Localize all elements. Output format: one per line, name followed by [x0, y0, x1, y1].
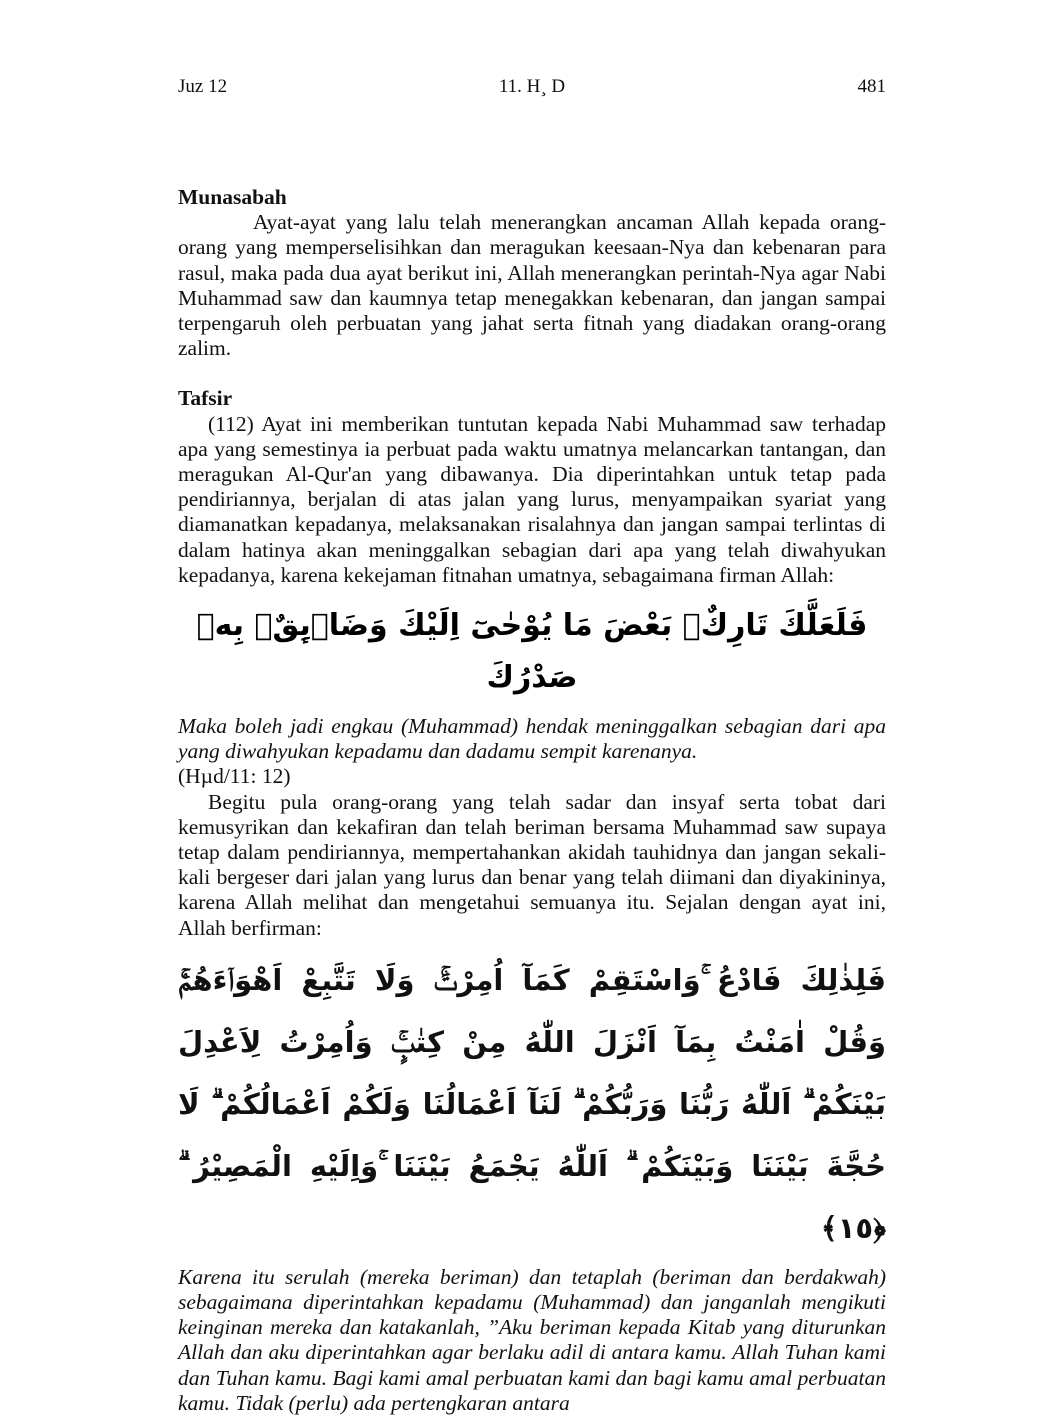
surah-label: 11. H¸ D	[498, 76, 566, 97]
page-body	[178, 185, 886, 1416]
tafsir-paragraph-1: (112) Ayat ini memberikan tuntutan kepada Nabi Muhammad saw terhadap apa yang semestinya ia perbuat pada waktu umatnya melancarkan tantangan, dan meragukan Al-Qur'an yang dibawanya. Dia diperintahkan untuk tetap pada pendiriannya, berjalan di atas jalan yang lurus, menyampaikan syariat yang diamanatkan kepadanya, melaksanakan risalahnya dan jangan sampai terlintas di dalam hatinya akan meninggalkan sebagian dari apa yang telah diwahyukan kepadanya, karena kekejaman fitnahan umatnya, sebagaimana firman Allah:	[178, 411, 886, 587]
munasabah-paragraph: Ayat-ayat yang lalu telah menerangkan ancaman Allah kepada orang-orang yang memperselisihkan dan meragukan keesaan-Nya dan kebenaran para rasul, maka pada dua ayat berikut ini, Allah menerangkan perintah-Nya agar Nabi Muhammad saw dan kaumnya tetap menegakkan kebenaran, dan jangan sampai terpengaruh oleh perbuatan yang jahat serta fitnah yang diadakan orang-orang zalim.	[178, 210, 886, 361]
arabic-verse-2: فَلِذٰلِكَ فَادْعُ ۚوَاسْتَقِمْ كَمَآ اُمِرْتَۚ وَلَا تَتَّبِعْ اَهْوَاۤءَهُمْۚ وَقُلْ اٰمَنْتُ بِمَآ اَنْزَلَ اللّٰهُ مِنْ كِتٰبٍۚ وَاُمِرْتُ لِاَعْدِلَ بَيْنَكُمْ ۗ اَللّٰهُ رَبُّنَا وَرَبُّكُمْ ۗ لَنَآ اَعْمَالُنَا وَلَكُمْ اَعْمَالُكُمْ ۗ لَا حُجَّةَ بَيْنَنَا وَبَيْنَكُمْ ۗ اَللّٰهُ يَجْمَعُ بَيْنَنَا ۚوَاِلَيْهِ الْمَصِيْرُ ۗ ﴿١٥﴾	[178, 962, 886, 1245]
tafsir-paragraph-2: Begitu pula orang-orang yang telah sadar dan insyaf serta tobat dari kemusyrikan dan kekafiran dan telah beriman bersama Muhammad saw supaya tetap dalam pendiriannya, mempertahankan akidah tauhidnya dan jangan sekali-kali bergeser dari jalan yang lurus dan benar yang telah diimani dan diyakininya, karena Allah melihat dan mengetahui semuanya itu. Sejalan dengan ayat ini, Allah berfirman:	[178, 789, 886, 940]
translation-1-text: Maka boleh jadi engkau (Muhammad) hendak meninggalkan sebagian dari apa yang diwahyukan kepadamu dan dadamu sempit karenanya.	[178, 714, 886, 764]
tafsir-heading: Tafsir	[178, 386, 233, 411]
reference-1: (Hµd/11: 12)	[178, 764, 291, 789]
arabic-verse-1: فَلَعَلَّكَ تَارِكٌۢ بَعْضَ مَا يُوْحٰىٓ اِلَيْكَ وَضَاۤىِٕقٌۢ بِهٖ صَدْرُكَ	[196, 608, 868, 696]
juz-label: Juz 12	[178, 76, 228, 97]
translation-1	[178, 714, 886, 764]
page-header	[178, 76, 886, 102]
page-number: 481	[857, 76, 886, 97]
translation-2: Karena itu serulah (mereka beriman) dan tetaplah (beriman dan berdakwah) sebagaimana diperintahkan kepadamu (Muhammad) dan janganlah mengikuti keinginan mereka dan katakanlah, ”Aku beriman kepada Kitab yang diturunkan Allah dan aku diperintahkan agar berlaku adil di antara kamu. Allah Tuhan kami dan Tuhan kamu. Bagi kami amal perbuatan kami dan bagi kamu amal perbuatan kamu. Tidak (perlu) ada pertengkaran antara	[178, 1264, 886, 1415]
munasabah-heading: Munasabah	[178, 185, 287, 209]
